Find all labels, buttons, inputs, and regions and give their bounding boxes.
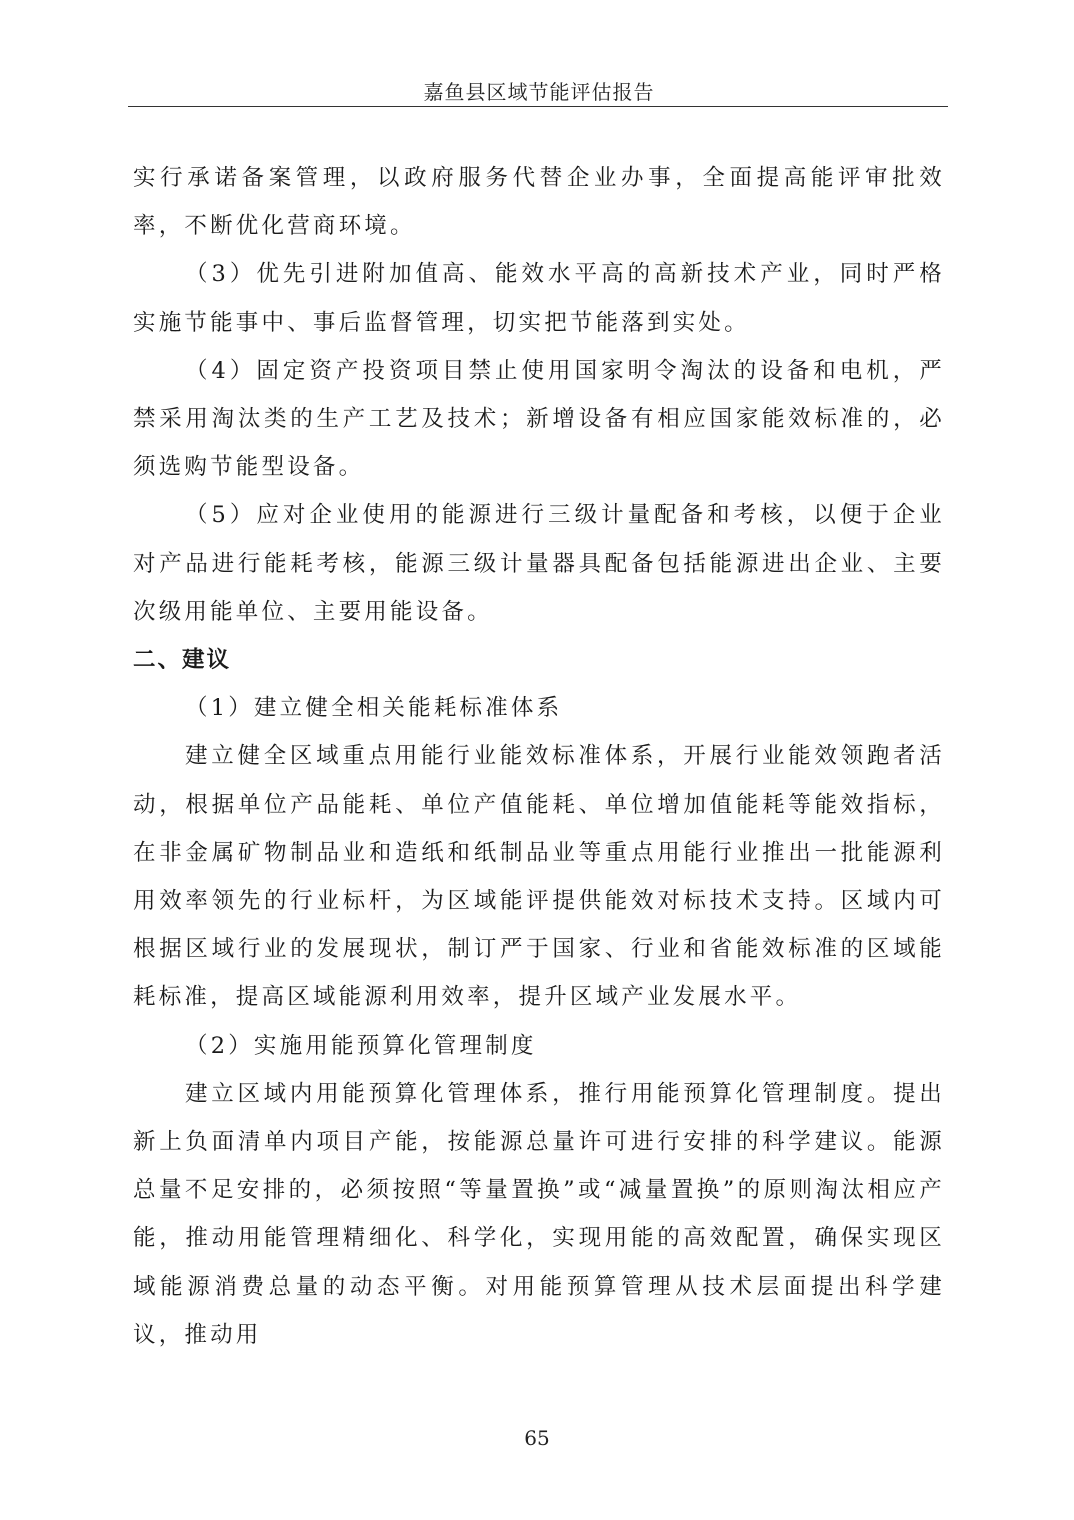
- paragraph-item-4: （4）固定资产投资项目禁止使用国家明令淘汰的设备和电机，严禁采用淘汰类的生产工艺及技术；新增设备有相应国家能效标准的，必须选购节能型设备。: [133, 357, 945, 481]
- header-rule: [128, 106, 948, 107]
- subheading-1: （1）建立健全相关能耗标准体系: [185, 695, 563, 722]
- section-heading-suggestions: 二、建议: [133, 647, 232, 674]
- paragraph-budget: 建立区域内用能预算化管理体系，推行用能预算化管理制度。提出新上负面清单内项目产能，按能源总量许可进行安排的科学建议。能源总量不足安排的，必须按照“等量置换”或“减量置换”的原则淘汰相应产能，推动用能管理精细化、科学化，实现用能的高效配置，确保实现区域能源消费总量的动态平衡。对用能预算管理从技术层面提出科学建议，推动用: [133, 1080, 945, 1348]
- paragraph-standards: 建立健全区域重点用能行业能效标准体系，开展行业能效领跑者活动，根据单位产品能耗、单位产值能耗、单位增加值能耗等能效指标，在非金属矿物制品业和造纸和纸制品业等重点用能行业推出一批能源利用效率领先的行业标杆，为区域能评提供能效对标技术支持。区域内可根据区域行业的发展现状，制订严于国家、行业和省能效标准的区域能耗标准，提高区域能源利用效率，提升区域产业发展水平。: [133, 743, 945, 1011]
- running-header-title: 嘉鱼县区域节能评估报告: [423, 80, 655, 104]
- paragraph-item-3: （3）优先引进附加值高、能效水平高的高新技术产业，同时严格实施节能事中、事后监督管理，切实把节能落到实处。: [133, 261, 945, 336]
- page-number: 65: [524, 1426, 550, 1450]
- paragraph-continuation: 实行承诺备案管理，以政府服务代替企业办事，全面提高能评审批效率，不断优化营商环境。: [133, 165, 945, 240]
- paragraph-item-5: （5）应对企业使用的能源进行三级计量配备和考核，以便于企业对产品进行能耗考核，能源三级计量器具配备包括能源进出企业、主要次级用能单位、主要用能设备。: [133, 502, 945, 625]
- subheading-2: （2）实施用能预算化管理制度: [185, 1032, 537, 1059]
- body-text: [133, 154, 945, 1359]
